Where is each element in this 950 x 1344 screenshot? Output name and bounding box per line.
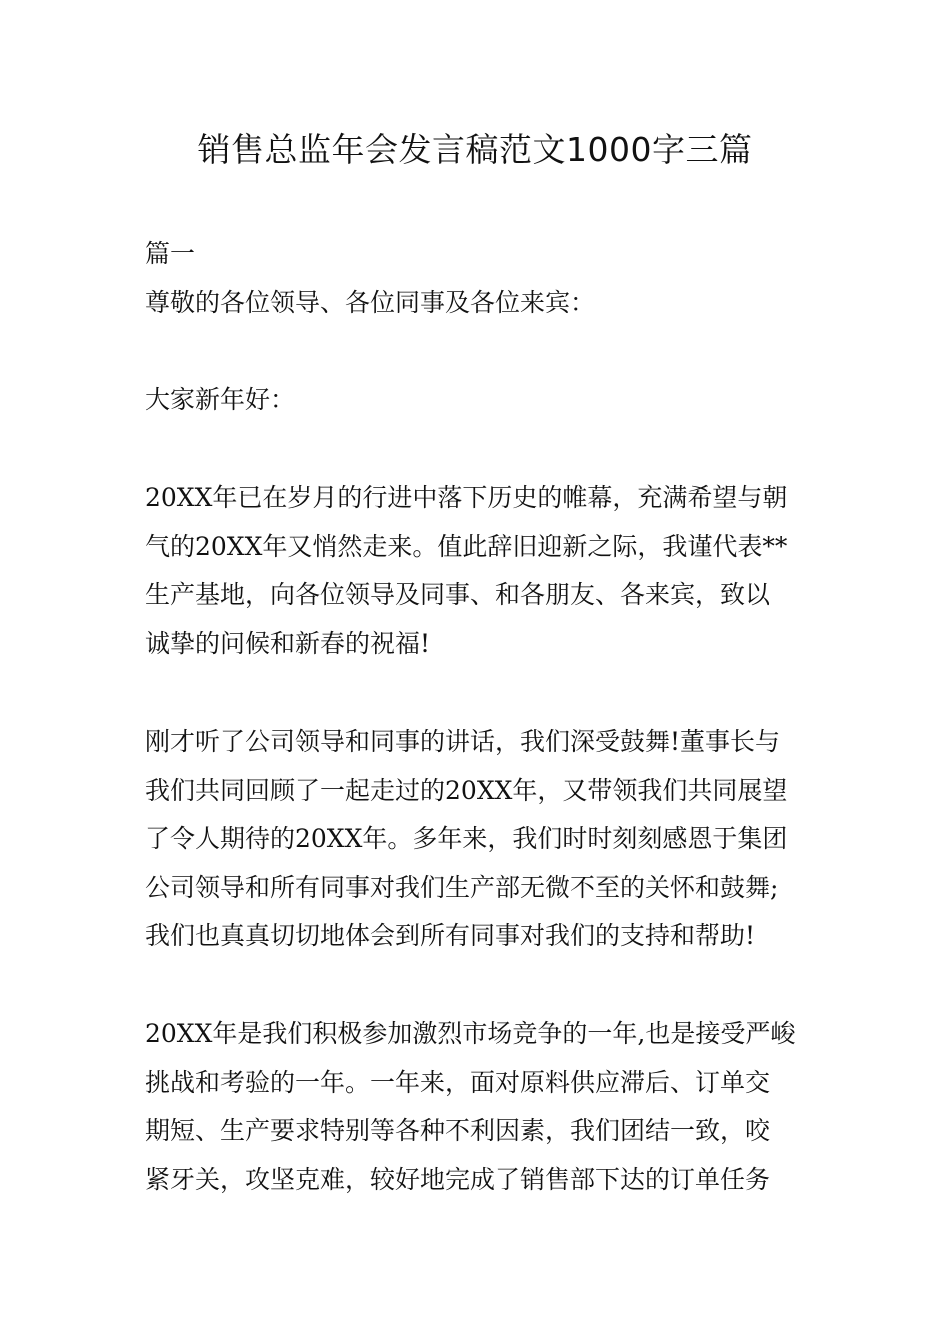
paragraph-line: 了令人期待的20XX年。多年来，我们时时刻刻感恩于集团	[145, 824, 788, 853]
paragraph-line: 我们也真真切切地体会到所有同事对我们的支持和帮助!	[145, 921, 756, 950]
paragraph-line: 我们共同回顾了一起走过的20XX年，又带领我们共同展望	[145, 775, 788, 805]
paragraph-line: 诚挚的问候和新春的祝福!	[145, 628, 431, 658]
salutation-text: 尊敬的各位领导、各位同事及各位来宾：	[145, 287, 596, 317]
paragraph-line: 挑战和考验的一年。一年来，面对原料供应滞后、订单交	[145, 1067, 771, 1097]
paragraph-line: 20XX年是我们积极参加激烈市场竞争的一年,也是接受严峻	[145, 1019, 796, 1048]
paragraph-1	[145, 474, 810, 668]
greeting-text: 大家新年好：	[145, 385, 296, 414]
paragraph-line: 气的20XX年又悄然走来。值此辞旧迎新之际，我谨代表**	[145, 531, 788, 561]
paragraph-line: 20XX年已在岁月的行进中落下历史的帷幕，充满希望与朝	[145, 483, 788, 512]
section-label-text: 篇一	[145, 239, 196, 268]
paragraph-2	[145, 718, 810, 961]
paragraph-line: 期短、生产要求特别等各种不利因素，我们团结一致，咬	[145, 1116, 771, 1145]
paragraph-line: 公司领导和所有同事对我们生产部无微不至的关怀和鼓舞;	[145, 872, 779, 902]
paragraph-line: 生产基地，向各位领导及同事、和各朋友、各来宾，致以	[145, 580, 771, 609]
greeting	[145, 376, 810, 425]
paragraph-line: 紧牙关，攻坚克难，较好地完成了销售部下达的订单任务	[145, 1164, 771, 1194]
paragraph-3	[145, 1010, 810, 1204]
section-label	[145, 230, 810, 327]
paragraph-line: 刚才听了公司领导和同事的讲话，我们深受鼓舞!董事长与	[145, 727, 781, 756]
document-title: 销售总监年会发言稿范文1000字三篇	[197, 130, 753, 169]
